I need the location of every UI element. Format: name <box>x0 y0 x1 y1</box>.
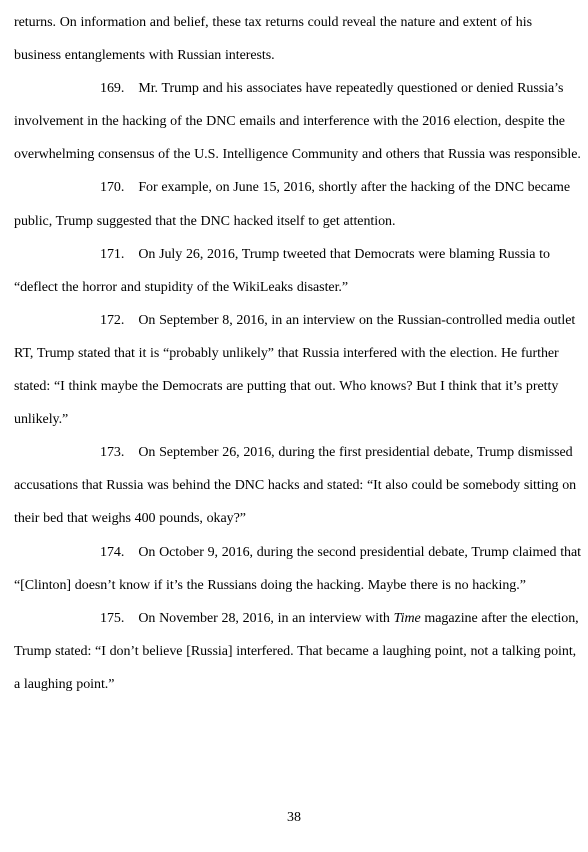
paragraph-172 <box>14 304 582 436</box>
paragraph-173 <box>14 436 582 535</box>
magazine-title: Time <box>393 610 421 626</box>
paragraph-number: 169. <box>100 81 125 97</box>
paragraph-number: 172. <box>100 312 125 328</box>
paragraph-text: Mr. Trump and his associates have repeatedly questioned or denied Russia’s involvement in the hacking of the DNC emails and interference with the 2016 election, despite the overwhelming consensus of the U.S. Intelligence Community and others that Russia was responsible. <box>14 81 581 163</box>
paragraph-174 <box>14 536 582 602</box>
paragraph-175 <box>14 602 582 701</box>
paragraph-text: For example, on June 15, 2016, shortly after the hacking of the DNC became public, Trump suggested that the DNC hacked itself to get attention. <box>14 180 571 229</box>
paragraph-text: On September 8, 2016, in an interview on the Russian-controlled media outlet RT, Trump stated that it is “probably unlikely” that Russia interfered with the election. He further stated: “I think maybe the Democrats are putting that out. Who knows? But I think that it’s pretty unlikely.” <box>14 312 576 428</box>
paragraph-number: 174. <box>100 544 125 560</box>
paragraph-text: On October 9, 2016, during the second presidential debate, Trump claimed that “[Clinton] doesn’t know if it’s the Russians doing the hacking. Maybe there is no hacking.” <box>14 544 581 593</box>
paragraph-169 <box>14 72 582 171</box>
paragraph-171 <box>14 238 582 304</box>
paragraph-text-after: magazine after the election, Trump stated: “I don’t believe [Russia] interfered. That became a laughing point, not a talking point, a laughing point.” <box>14 610 579 692</box>
paragraph-continuation <box>14 6 582 72</box>
paragraph-number: 170. <box>100 180 125 196</box>
paragraph-text: On July 26, 2016, Trump tweeted that Democrats were blaming Russia to “deflect the horror and stupidity of the WikiLeaks disaster.” <box>14 246 550 295</box>
document-body <box>14 6 582 701</box>
paragraph-number: 173. <box>100 445 125 461</box>
paragraph-text: On September 26, 2016, during the first presidential debate, Trump dismissed accusations that Russia was behind the DNC hacks and stated: “It also could be somebody sitting on their bed that weighs 400 pounds, okay?” <box>14 445 577 527</box>
page-number: 38 <box>287 810 301 825</box>
paragraph-170 <box>14 171 582 237</box>
paragraph-number: 171. <box>100 246 125 262</box>
paragraph-text-before: On November 28, 2016, in an interview with <box>138 610 394 626</box>
paragraph-number: 175. <box>100 610 125 626</box>
paragraph-text: returns. On information and belief, these tax returns could reveal the nature and extent of his business entanglements with Russian interests. <box>14 15 532 64</box>
